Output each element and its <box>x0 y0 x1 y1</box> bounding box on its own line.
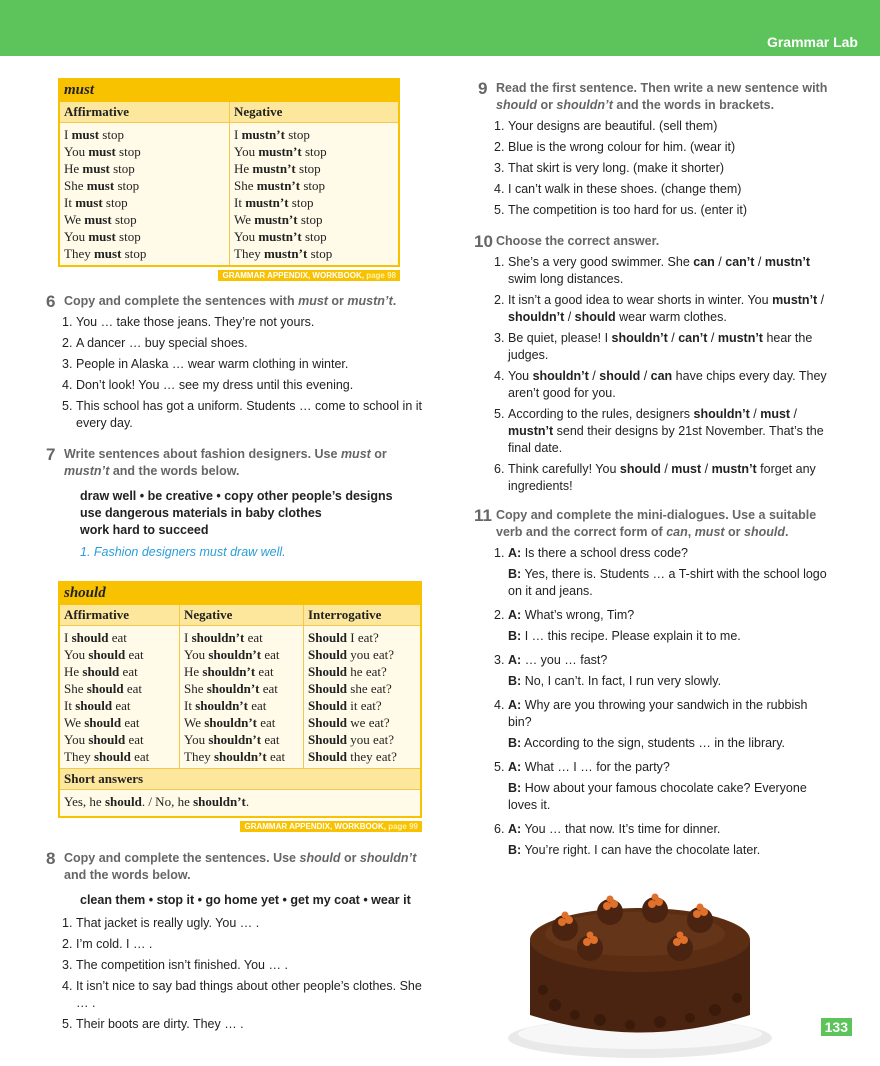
must-grammar-table <box>58 78 400 267</box>
form-row: I mustn’t stop <box>234 127 310 142</box>
list-item: 4. It isn’t nice to say bad things about other people’s clothes. She … . <box>62 979 422 1010</box>
form-row: Should we eat? <box>308 715 390 730</box>
short-answers-heading: Short answers <box>60 768 420 790</box>
should-appendix-ref[interactable] <box>58 818 422 832</box>
right-column <box>474 79 830 866</box>
exercise-number: 10 <box>474 232 493 251</box>
dialogue-item: 4. A: Why are you throwing your sandwich in the rubbish bin? B: According to the sign, students … in the library. <box>494 698 808 750</box>
list-item: 6. Think carefully! You should / must / mustn’t forget any ingredients! <box>494 462 816 493</box>
exercise-8-heading: 8 Copy and complete the sentences. Use should or shouldn’t and the words below. <box>46 849 417 882</box>
list-item: 1. She’s a very good swimmer. She can / can’t / mustn’t swim long distances. <box>494 255 810 286</box>
should-grammar-table <box>58 581 422 818</box>
dialogue-item: 6. A: You … that now. It’s time for dinner. B: You’re right. I can have the chocolate later. <box>494 822 761 857</box>
list-item: 1. That jacket is really ugly. You … . <box>62 916 260 930</box>
list-item: 3. The competition isn’t finished. You … . <box>62 958 288 972</box>
must-col-affirmative: Affirmative <box>60 102 230 122</box>
header-bar <box>0 0 880 56</box>
should-negative-column <box>180 626 304 768</box>
exercise-8-list <box>58 915 430 1033</box>
form-row: I shouldn’t eat <box>184 630 263 645</box>
list-item: 2. A dancer … buy special shoes. <box>62 336 248 350</box>
form-row: She must stop <box>64 178 140 193</box>
appendix-label: GRAMMAR APPENDIX, WORKBOOK, <box>244 822 386 831</box>
should-table-title: should <box>60 583 420 605</box>
form-row: You shouldn’t eat <box>184 647 280 662</box>
dialogue-item: 3. A: … you … fast? B: No, I can’t. In fact, I run very slowly. <box>494 653 722 688</box>
short-answers: Yes, he should. / No, he shouldn’t. <box>64 794 250 809</box>
form-row: We mustn’t stop <box>234 212 323 227</box>
list-item: 3. Be quiet, please! I shouldn’t / can’t / mustn’t hear the judges. <box>494 331 813 362</box>
exercise-10-list <box>490 254 830 495</box>
form-row: You should eat <box>64 647 144 662</box>
dialogue-item: 2. A: What’s wrong, Tim? B: I … this recipe. Please explain it to me. <box>494 608 741 643</box>
should-col-affirmative: Affirmative <box>60 605 180 625</box>
form-row: She mustn’t stop <box>234 178 326 193</box>
exercise-9-list <box>490 118 830 219</box>
exercise-11-heading: 11 Copy and complete the mini-dialogues. Use a suitable verb and the correct form of can, must or should. <box>474 506 817 539</box>
form-row: He should eat <box>64 664 138 679</box>
form-row: She shouldn’t eat <box>184 681 278 696</box>
appendix-label: GRAMMAR APPENDIX, WORKBOOK, <box>222 271 364 280</box>
form-row: Should he eat? <box>308 664 387 679</box>
chocolate-cake-image <box>505 870 775 1060</box>
form-row: They mustn’t stop <box>234 246 333 261</box>
form-row: It must stop <box>64 195 128 210</box>
appendix-page: page 98 <box>366 271 396 280</box>
exercise-number: 8 <box>46 849 56 868</box>
must-table-title: must <box>60 80 398 102</box>
exercise-8-words: clean them • stop it • go home yet • get my coat • wear it <box>80 893 411 907</box>
form-row: Should it eat? <box>308 698 382 713</box>
list-item: 1. Your designs are beautiful. (sell them) <box>494 119 718 133</box>
form-row: They must stop <box>64 246 147 261</box>
list-item: 1. You … take those jeans. They’re not yours. <box>62 315 315 329</box>
list-item: 2. I’m cold. I … . <box>62 937 153 951</box>
form-row: He must stop <box>64 161 135 176</box>
form-row: She should eat <box>64 681 143 696</box>
form-row: We should eat <box>64 715 140 730</box>
list-item: 4. I can’t walk in these shoes. (change them) <box>494 182 742 196</box>
must-negative-column <box>230 123 398 265</box>
appendix-page: page 99 <box>388 822 418 831</box>
form-row: He shouldn’t eat <box>184 664 274 679</box>
list-item: 4. Don’t look! You … see my dress until this evening. <box>62 378 354 392</box>
form-row: You must stop <box>64 229 141 244</box>
form-row: They should eat <box>64 749 150 764</box>
exercise-7-heading: 7 Write sentences about fashion designers. Use must or mustn’t and the words below. <box>46 445 387 478</box>
must-table-header <box>60 102 398 123</box>
dialogue-item: 5. A: What … I … for the party? B: How about your famous chocolate cake? Everyone loves it. <box>494 760 807 812</box>
should-col-negative: Negative <box>180 605 304 625</box>
form-row: You mustn’t stop <box>234 229 327 244</box>
form-row: You should eat <box>64 732 144 747</box>
must-appendix-ref[interactable] <box>58 267 400 281</box>
list-item: 3. People in Alaska … wear warm clothing in winter. <box>62 357 349 371</box>
left-column <box>46 78 430 1037</box>
form-row: It should eat <box>64 698 131 713</box>
form-row: He mustn’t stop <box>234 161 321 176</box>
form-row: You shouldn’t eat <box>184 732 280 747</box>
section-title: Grammar Lab <box>766 34 858 50</box>
exercise-number: 6 <box>46 292 56 311</box>
page-number: 133 <box>821 1018 852 1036</box>
list-item: 4. You shouldn’t / should / can have chips every day. They aren’t good for you. <box>494 369 827 400</box>
exercise-6-heading: 6 Copy and complete the sentences with must or mustn’t. <box>46 292 397 311</box>
must-col-negative: Negative <box>234 104 283 119</box>
should-table-header <box>60 605 420 626</box>
must-affirmative-column <box>60 123 230 265</box>
exercise-11-list <box>490 545 830 863</box>
exercise-6-list <box>58 314 430 432</box>
list-item: 2. Blue is the wrong colour for him. (wear it) <box>494 140 736 154</box>
form-row: It shouldn’t eat <box>184 698 267 713</box>
form-row: We must stop <box>64 212 137 227</box>
form-row: You mustn’t stop <box>234 144 327 159</box>
form-row: Should I eat? <box>308 630 379 645</box>
form-row: Should they eat? <box>308 749 397 764</box>
exercise-number: 9 <box>478 79 488 98</box>
should-col-interrogative: Interrogative <box>308 607 382 622</box>
dialogue-item: 1. A: Is there a school dress code? B: Yes, there is. Students … a T-shirt with the school logo on it and jeans. <box>494 546 827 598</box>
form-row: We shouldn’t eat <box>184 715 276 730</box>
form-row: You must stop <box>64 144 141 159</box>
list-item: 2. It isn’t a good idea to wear shorts in winter. You mustn’t / shouldn’t / should wear warm clothes. <box>494 293 825 324</box>
list-item: 5. This school has got a uniform. Students … come to school in it every day. <box>62 399 423 430</box>
list-item: 3. That skirt is very long. (make it shorter) <box>494 161 725 175</box>
exercise-number: 11 <box>474 506 492 525</box>
exercise-number: 7 <box>46 445 56 464</box>
form-row: I must stop <box>64 127 124 142</box>
exercise-7-words: draw well • be creative • copy other people’s designs use dangerous materials in baby clothes work hard to succeed <box>80 489 393 537</box>
list-item: 5. Their boots are dirty. They … . <box>62 1017 244 1031</box>
list-item: 5. According to the rules, designers shouldn’t / must / mustn’t send their designs by 21st November. That’s the final date. <box>494 407 824 455</box>
form-row: They shouldn’t eat <box>184 749 286 764</box>
list-item: 5. The competition is too hard for us. (enter it) <box>494 203 747 217</box>
form-row: Should you eat? <box>308 647 394 662</box>
form-row: Should she eat? <box>308 681 392 696</box>
exercise-10-heading: 10 Choose the correct answer. <box>474 232 660 251</box>
form-row: I should eat <box>64 630 127 645</box>
form-row: Should you eat? <box>308 732 394 747</box>
should-affirmative-column <box>60 626 180 768</box>
exercise-7-example: 1. Fashion designers must draw well. <box>80 545 286 559</box>
form-row: It mustn’t stop <box>234 195 314 210</box>
should-interrogative-column <box>304 626 420 768</box>
exercise-9-heading: 9 Read the first sentence. Then write a new sentence with should or shouldn’t and the words in brackets. <box>478 79 828 112</box>
